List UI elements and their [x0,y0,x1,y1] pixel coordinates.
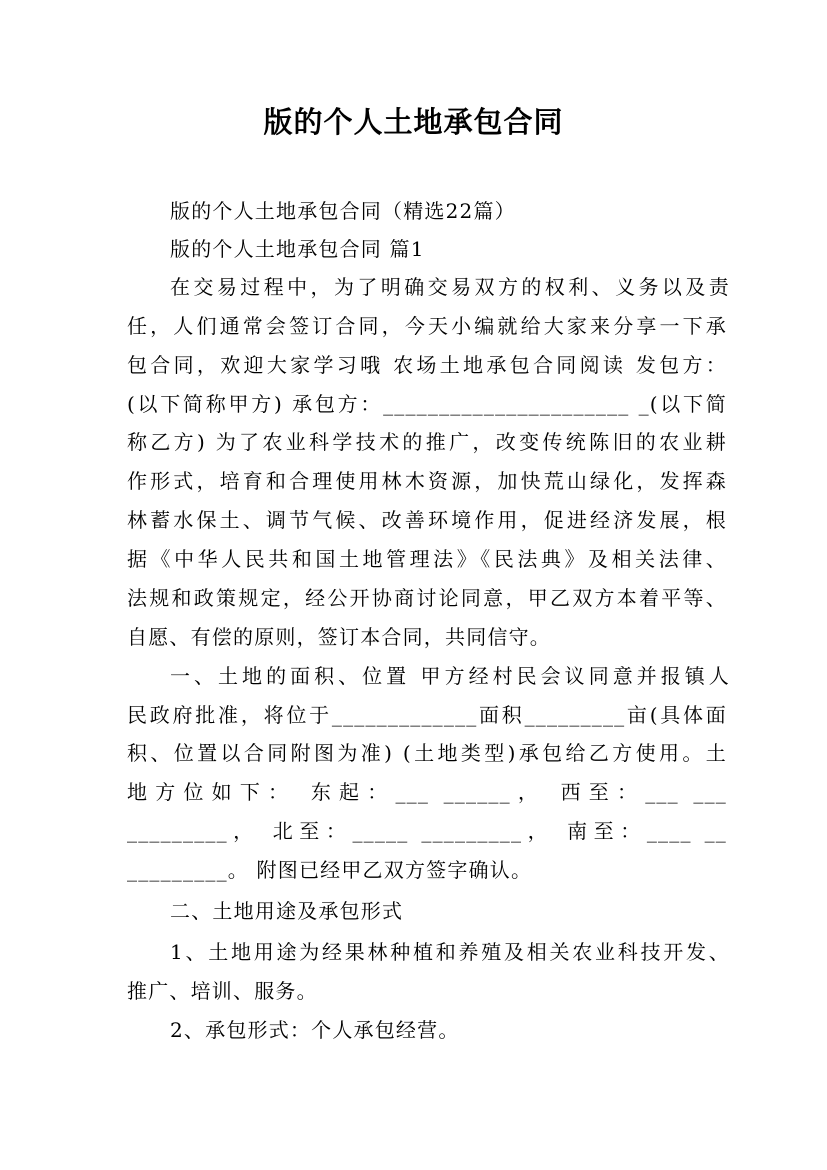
paragraph-line: _________。 附图已经甲乙双方签字确认。 [127,858,533,882]
paragraph-line: 一、土地的面积、位置 甲方经村民会议同意并报镇人 [170,664,730,688]
paragraph-line: 法规和政策规定，经公开协商讨论同意，甲乙双方本着平等、 [127,586,727,610]
paragraph-line: (以下简称甲方) 承包方：______________________ _(以下简 [127,392,727,416]
subtitle-line: 版的个人土地承包合同（精选22篇） [170,199,516,223]
paragraph-line: 推广、培训、服务。 [127,979,318,1003]
paragraph-line: 自愿、有偿的原则，签订本合同，共同信守。 [127,625,551,649]
paragraph-line: 1、土地用途为经果林种植和养殖及相关农业科技开发、 [170,940,730,964]
paragraph-line: 据《中华人民共和国土地管理法》《民法典》及相关法律、 [127,547,727,571]
paragraph-line: _________， 北至：_____ _________， 南至：____ __ [127,819,727,843]
paragraph-line: 任，人们通常会签订合同，今天小编就给大家来分享一下承 [127,314,727,338]
paragraph-line: 林蓄水保土、调节气候、改善环境作用，促进经济发展，根 [127,508,727,532]
paragraph-line: 称乙方) 为了农业科学技术的推广，改变传统陈旧的农业耕 [127,430,727,454]
paragraph-line: 在交易过程中，为了明确交易双方的权利、义务以及责 [170,275,730,299]
paragraph-line: 积、位置以合同附图为准) (土地类型)承包给乙方使用。土 [127,741,727,765]
document-title: 版的个人土地承包合同 [263,105,564,139]
paragraph-line: 地方位如下： 东起：___ ______， 西至：___ ___ [127,780,727,804]
paragraph-line: 包合同，欢迎大家学习哦 农场土地承包合同阅读 发包方： [127,353,727,377]
paragraph-line: 作形式，培育和合理使用林木资源，加快荒山绿化，发挥森 [127,469,727,493]
paragraph-line: 民政府批准，将位于_____________面积_________亩(具体面 [127,703,727,727]
section-heading: 版的个人土地承包合同 篇1 [170,237,425,261]
paragraph-line: 2、承包形式：个人承包经营。 [170,1018,460,1042]
section-heading: 二、土地用途及承包形式 [170,899,404,923]
